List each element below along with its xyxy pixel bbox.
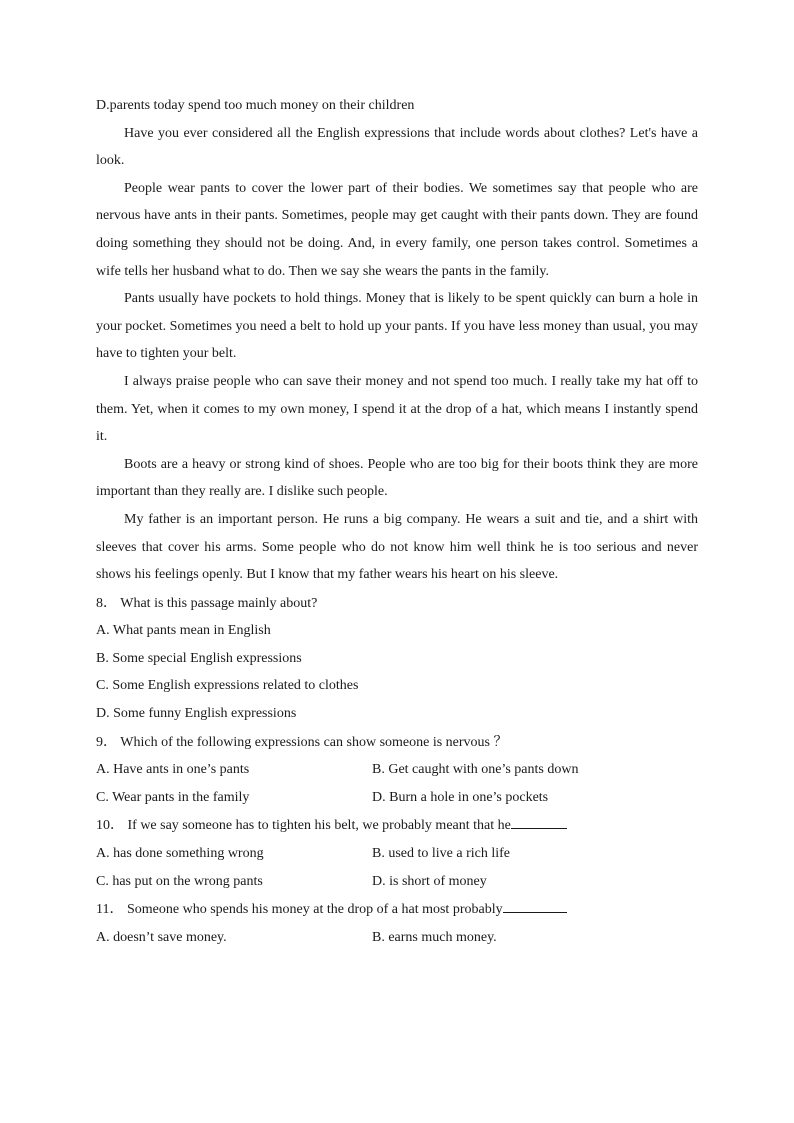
question-11-options-row-1 <box>96 924 698 952</box>
question-8-option-c: C. Some English expressions related to clothes <box>96 678 359 694</box>
question-11-option-b: B. earns much money. <box>372 929 497 945</box>
question-10-stem: 10． If we say someone has to tighten his belt, we probably meant that he <box>96 818 511 834</box>
question-8-stem: 8． What is this passage mainly about? <box>96 595 318 611</box>
question-9-option-d: D. Burn a hole in one’s pockets <box>372 789 549 805</box>
question-9-option-b: B. Get caught with one’s pants down <box>372 762 579 778</box>
question-9-option-c: C. Wear pants in the family <box>96 789 250 805</box>
passage-paragraph: Pants usually have pockets to hold things. Money that is likely to be spent quickly can burn a hole in your pocket. Sometimes you need a belt to hold up your pants. If you have less money than usual, you may have to tighten your belt. <box>96 291 698 362</box>
question-10-option-c: C. has put on the wrong pants <box>96 873 263 889</box>
passage-paragraph: I always praise people who can save their money and not spend too much. I really take my hat off to them. Yet, when it comes to my own money, I spend it at the drop of a hat, which means I instantly spend it. <box>96 373 698 445</box>
question-9-options-row-2 <box>96 784 698 812</box>
question-8-option-b: B. Some special English expressions <box>96 650 302 666</box>
question-8-option-d: D. Some funny English expressions <box>96 706 297 722</box>
passage-paragraph: My father is an important person. He runs a big company. He wears a suit and tie, and a shirt with sleeves that cover his arms. Some people who do not know him well think he is too serious and never shows his feelings openly. But I know that my father wears his heart on his sleeve. <box>96 511 698 583</box>
passage-paragraph: Boots are a heavy or strong kind of shoes. People who are too big for their boots think they are more important than they really are. I dislike such people. <box>96 456 698 500</box>
passage-paragraph: People wear pants to cover the lower part of their bodies. We sometimes say that people who are nervous have ants in their pants. Sometimes, people may get caught with their pants down. They are found doing something they should not be doing. And, in every family, one person takes control. Sometimes a wife tells her husband what to do. Then we say she wears the pants in the family. <box>96 180 698 279</box>
question-10-stem-line <box>96 812 698 840</box>
page-content <box>96 92 698 951</box>
passage-paragraph: Have you ever considered all the English expressions that include words about clothes? Let's have a look. <box>96 125 698 169</box>
continued-option-d: D.parents today spend too much money on their children <box>96 98 415 113</box>
question-9-options-row-1 <box>96 756 698 784</box>
question-8-option-a: A. What pants mean in English <box>96 623 271 639</box>
question-10-option-b: B. used to live a rich life <box>372 846 511 862</box>
question-10-options-row-1 <box>96 840 698 868</box>
question-10-option-a: A. has done something wrong <box>96 846 264 862</box>
question-11-option-a: A. doesn’t save money. <box>96 929 227 945</box>
answer-blank <box>511 814 567 829</box>
question-9-option-a: A. Have ants in one’s pants <box>96 762 250 778</box>
answer-blank <box>503 898 567 913</box>
question-10-option-d: D. is short of money <box>372 873 487 889</box>
question-9-stem: 9． Which of the following expressions can show someone is nervous ？ <box>96 734 508 750</box>
question-11-stem-line <box>96 896 698 924</box>
question-10-options-row-2 <box>96 868 698 896</box>
question-11-stem: 11． Someone who spends his money at the drop of a hat most probably <box>96 902 503 918</box>
